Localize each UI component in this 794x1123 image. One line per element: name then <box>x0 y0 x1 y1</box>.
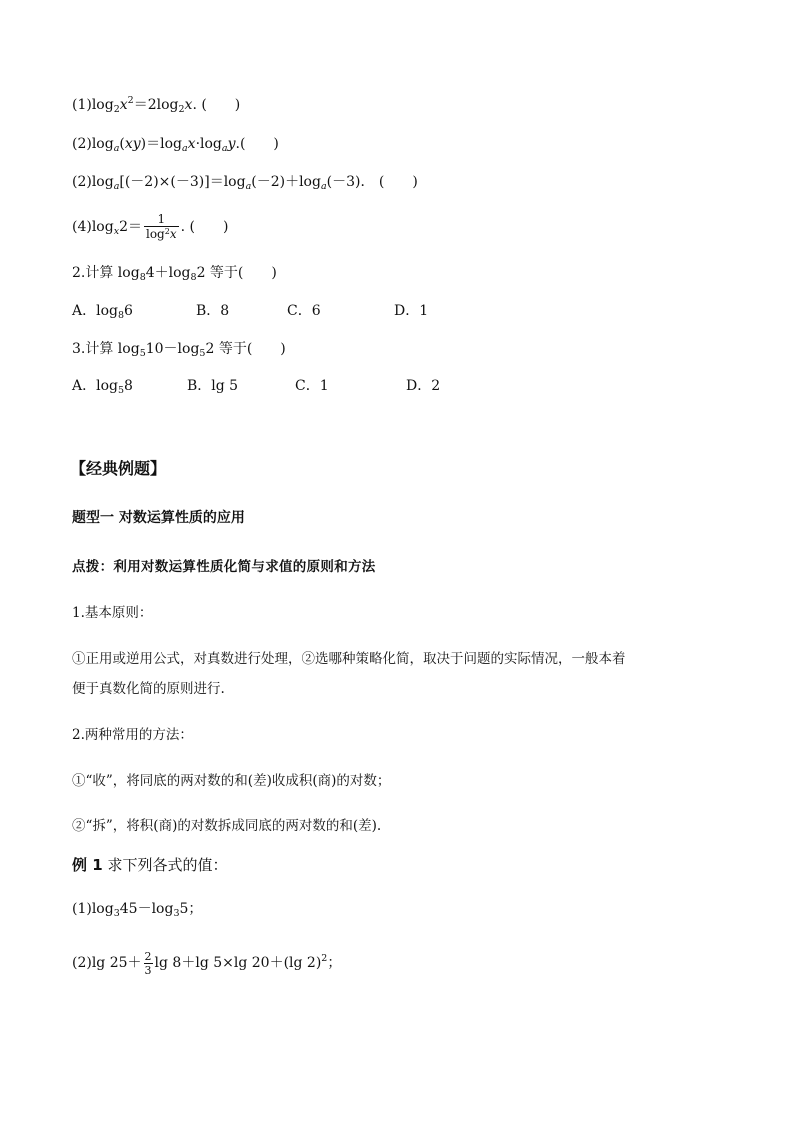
section-title: 【经典例题】 <box>70 459 167 478</box>
subscript: 2 <box>113 104 120 115</box>
text: (2)log <box>72 136 114 152</box>
option-d: D．2 <box>406 378 441 394</box>
option-c: C．1 <box>295 378 329 394</box>
variable: x <box>184 97 193 113</box>
denominator <box>144 227 179 242</box>
method-1: ①“收”，将同底的两对数的和(差)收成积(商)的对数； <box>72 773 391 789</box>
judge-item-3 <box>72 172 418 192</box>
text: )＝log <box>140 136 182 152</box>
variable: x <box>169 227 177 241</box>
subscript: a <box>221 143 228 154</box>
variable: y <box>227 136 236 152</box>
text: (2)lg 25＋ <box>72 955 142 971</box>
option-d: D．1 <box>394 303 429 319</box>
text: 4＋log <box>145 265 191 281</box>
text: log <box>145 227 165 241</box>
subscript: 5 <box>199 348 206 359</box>
variable: x <box>187 136 196 152</box>
type-title: 题型一 对数运算性质的应用 <box>72 510 245 526</box>
subscript: a <box>113 181 120 192</box>
subscript: a <box>245 181 252 192</box>
judge-item-4 <box>72 207 228 247</box>
subscript: 8 <box>139 272 146 283</box>
subscript: a <box>182 143 188 154</box>
principle-line-2: 便于真数化简的原则进行. <box>72 681 225 697</box>
text: (－2)＋log <box>251 174 321 190</box>
subscript: x <box>113 226 120 237</box>
text: 2 等于( ) <box>205 341 286 357</box>
text: ·log <box>195 136 222 152</box>
answer-blank: . ( ) <box>180 219 229 235</box>
subscript: 5 <box>139 348 146 359</box>
answer-blank: . ( ) <box>192 97 241 113</box>
text: lg 8＋lg 5×lg 20＋(lg 2) <box>154 955 322 971</box>
principle-line-1: ①正用或逆用公式，对真数进行处理，②选哪种策略化简，取决于问题的实际情况，一般本着 <box>72 651 626 667</box>
question-3 <box>72 339 286 359</box>
subscript: 3 <box>173 908 180 919</box>
fraction <box>144 950 153 977</box>
methods-title: 2.两种常用的方法： <box>72 727 193 743</box>
subscript: 8 <box>190 272 197 283</box>
variable: x <box>119 97 128 113</box>
numerator: 2 <box>144 949 152 963</box>
text: ( <box>119 136 125 152</box>
option-b: B．lg 5 <box>187 378 239 394</box>
superscript: 2 <box>127 95 134 106</box>
judge-item-2 <box>72 134 279 154</box>
example-1 <box>72 855 227 875</box>
subscript: a <box>320 181 327 192</box>
denominator: 3 <box>144 963 152 977</box>
text: ＝2log <box>133 97 179 113</box>
principle-title: 1.基本原则： <box>72 605 153 621</box>
text: 2 等于( ) <box>196 265 277 281</box>
text: [(－2)×(－3)]＝log <box>119 174 246 190</box>
text: 5； <box>179 901 203 917</box>
text: 3.计算 log <box>72 341 140 357</box>
text: 6 <box>124 303 133 319</box>
numerator: 1 <box>144 212 179 227</box>
text: 8 <box>124 378 133 394</box>
subscript: 2 <box>178 104 185 115</box>
text: A．log <box>72 378 118 394</box>
variable: xy <box>124 136 141 152</box>
text: (4)log <box>72 219 114 235</box>
text: 2＝ <box>119 219 142 235</box>
text: 2.计算 log <box>72 265 140 281</box>
example-label: 例 1 <box>72 856 103 874</box>
text: A．log <box>72 303 118 319</box>
text: 45－log <box>119 901 174 917</box>
text: (2)log <box>72 174 114 190</box>
answer-blank: .( ) <box>235 136 279 152</box>
option-b: B．8 <box>196 303 230 319</box>
superscript: 2 <box>321 953 328 964</box>
method-2: ②“拆”，将积(商)的对数拆成同底的两对数的和(差). <box>72 818 382 834</box>
text: 10－log <box>145 341 200 357</box>
subscript: 3 <box>113 908 120 919</box>
text: ； <box>327 955 342 971</box>
superscript: 2 <box>164 227 170 236</box>
judge-item-1 <box>72 95 240 115</box>
example-text: 求下列各式的值： <box>102 856 228 874</box>
text: (1)log <box>72 901 114 917</box>
subscript: 5 <box>117 385 125 396</box>
text: (1)log <box>72 97 114 113</box>
example-question-2 <box>72 943 341 983</box>
tip-title: 点拨：利用对数运算性质化简与求值的原则和方法 <box>72 559 376 575</box>
subscript: 8 <box>117 310 125 321</box>
option-a <box>72 301 133 321</box>
option-c: C．6 <box>287 303 321 319</box>
subscript: a <box>113 143 120 154</box>
fraction <box>144 212 179 242</box>
option-a <box>72 376 133 396</box>
example-question-1 <box>72 899 202 919</box>
answer-blank: (－3)． ( ) <box>326 174 418 190</box>
question-2 <box>72 263 277 283</box>
